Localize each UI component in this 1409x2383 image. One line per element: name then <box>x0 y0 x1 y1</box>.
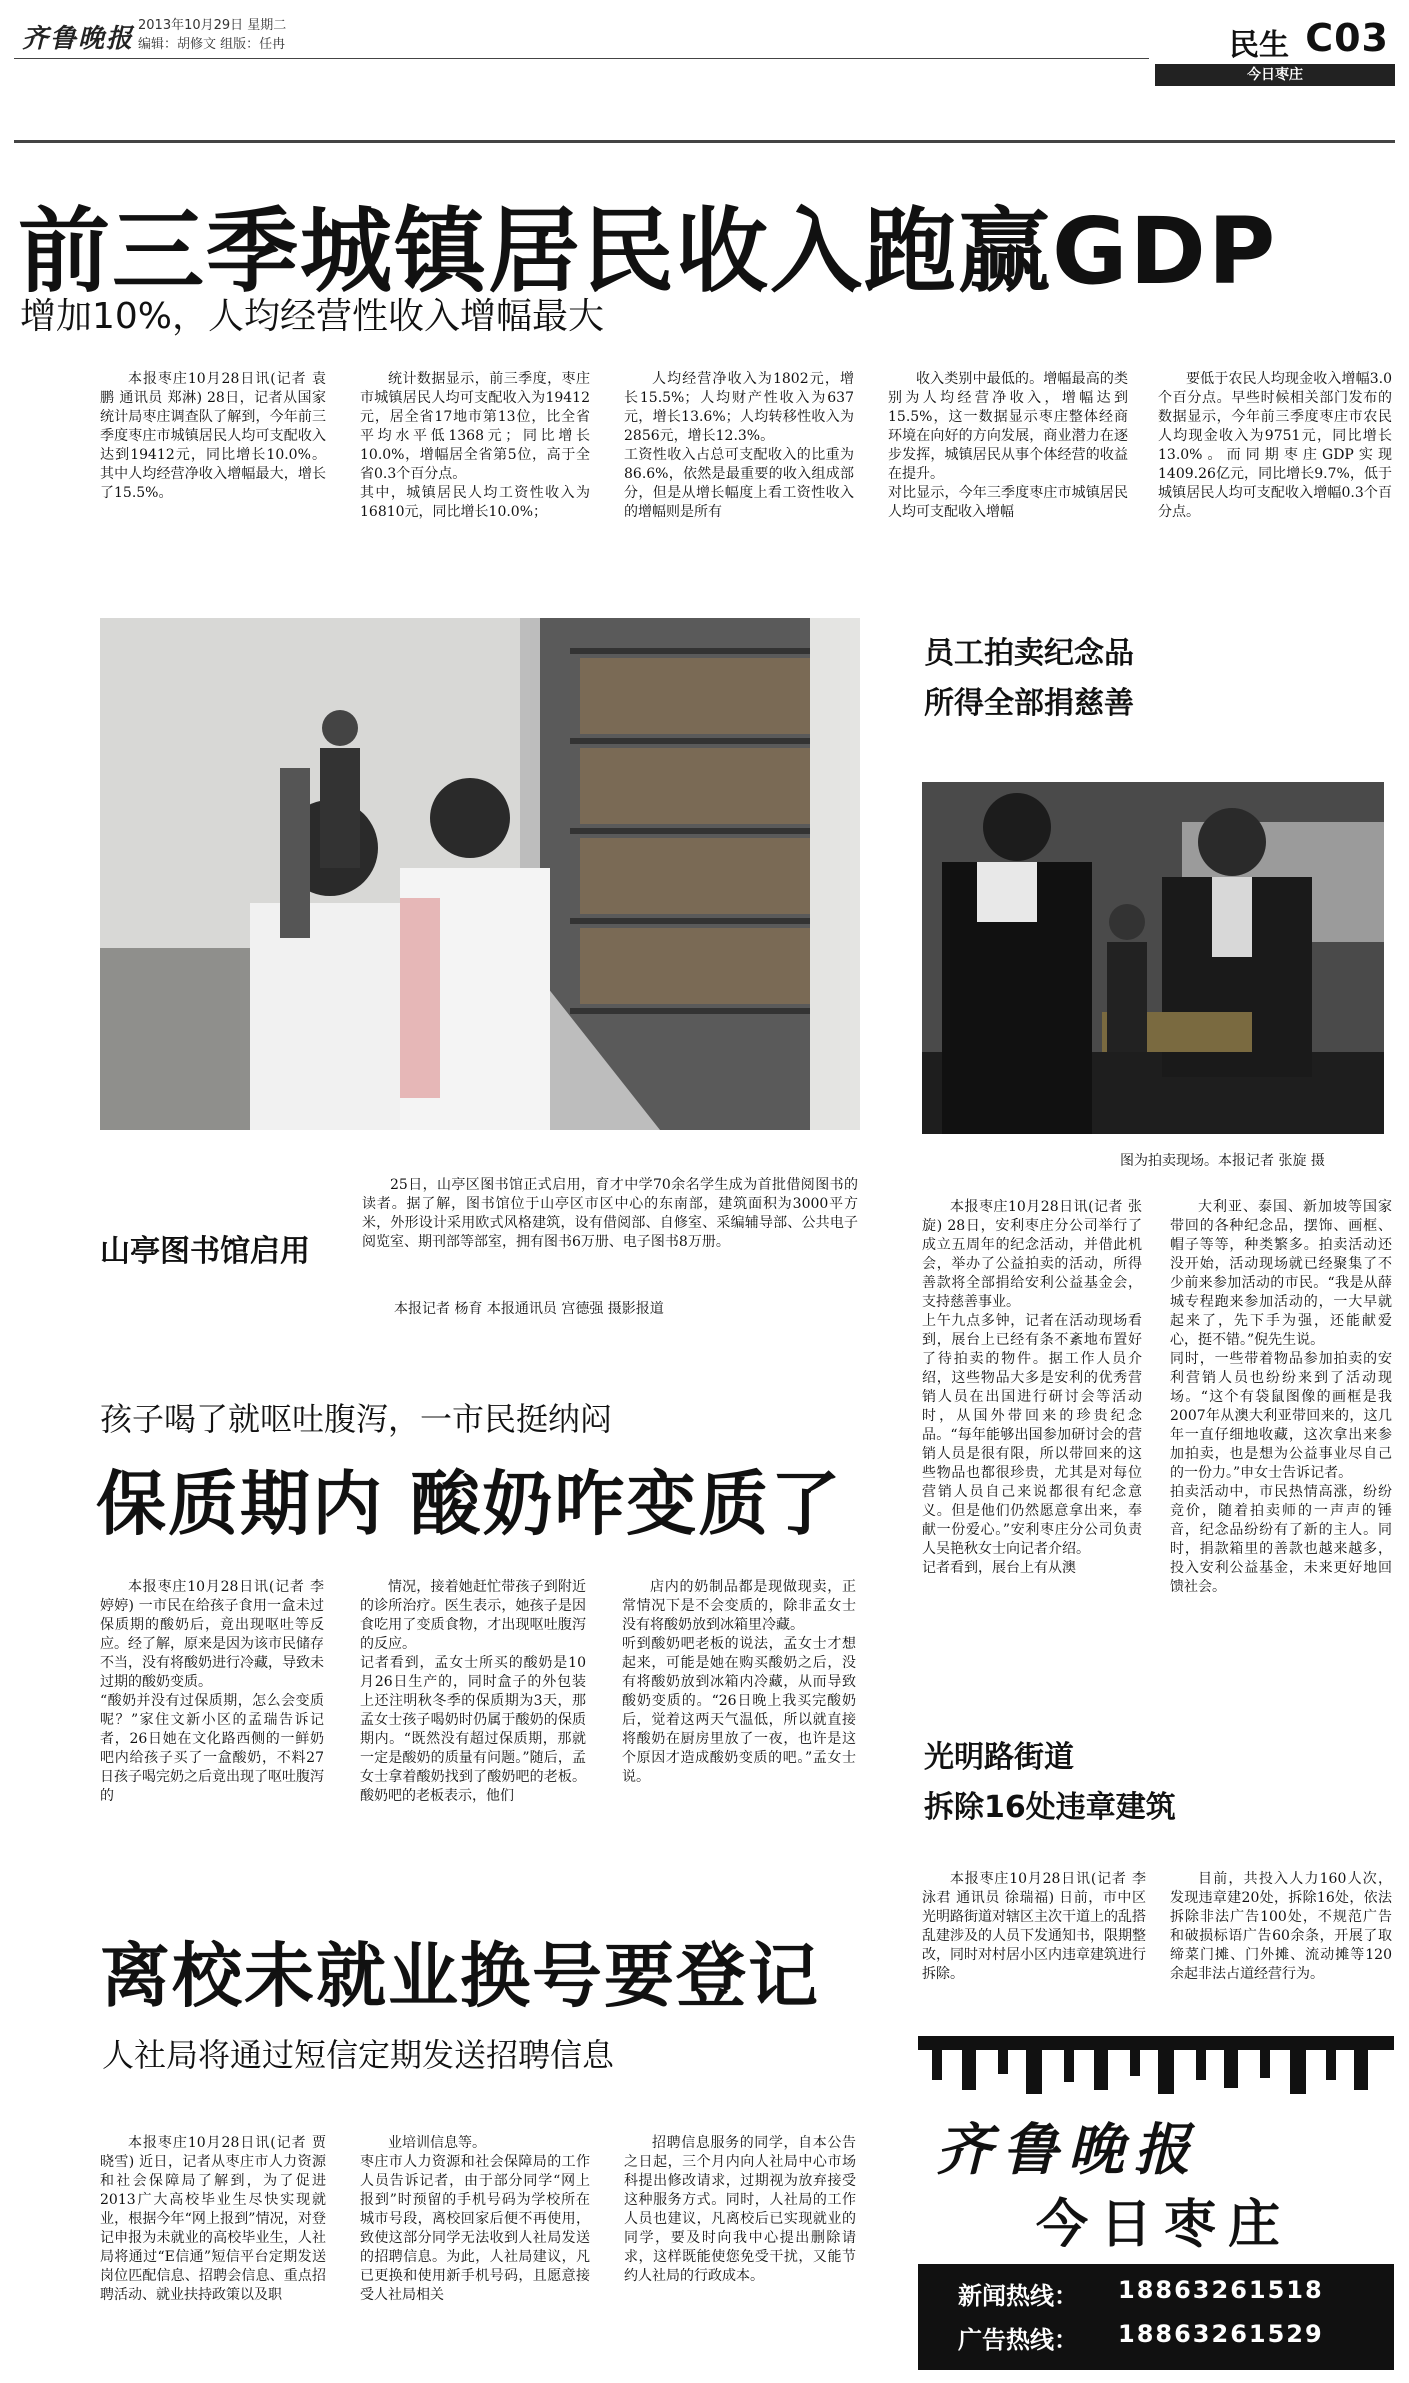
yogurt-headline: 保质期内 酸奶咋变质了 <box>96 1463 843 1545</box>
newspaper-logo: 齐鲁晚报 <box>22 24 135 54</box>
ad-hotline-number: 18863261529 <box>1118 2320 1324 2348</box>
graduates-subheadline: 人社局将通过短信定期发送招聘信息 <box>102 2036 615 2074</box>
auction-caption: 图为拍卖现场。本报记者 张旋 摄 <box>1120 1153 1325 1169</box>
auction-photo <box>922 782 1384 1134</box>
yogurt-kicker: 孩子喝了就呕吐腹泻，一市民挺纳闷 <box>100 1400 613 1438</box>
ad-hotline-band <box>918 2264 1394 2370</box>
graduates-column-3: 招聘信息服务的同学，自本公告之日起，三个月内向人社局中心市场科提出修改请求，过期视为放弃接受这种服务方式。同时，人社局的工作人员也建议，凡离校后已实现就业的同学，要及时向我中心提出删除请求，这样既能使您免受干扰，又能节约人社局的行政成本。 <box>624 2135 856 2284</box>
library-headline: 山亭图书馆启用 <box>100 1234 310 1269</box>
ad-hotline-label: 广告热线： <box>958 2326 1078 2354</box>
lead-column-2: 统计数据显示，前三季度，枣庄市城镇居民人均可支配收入为19412元，居全省17地市第13位，比全省平均水平低1368元；同比增长10.0%，增幅居全省第5位，高于全省0.3个百分点。 其中，城镇居民人均工资性收入为16810元，同比增长10.0%； <box>360 371 590 520</box>
top-rule <box>14 140 1395 143</box>
library-body: 25日，山亭区图书馆正式启用，育才中学70余名学生成为首批借阅图书的读者。据了解，图书馆位于山亭区市区中心的东南部，建筑面积为3000平方米，外形设计采用欧式风格建筑，设有借阅部、自修室、采编辅导部、公共电子阅览室、期刊部等部室，拥有图书6万册、电子图书8万册。 <box>362 1177 858 1250</box>
guangming-column-2: 目前，共投入人力160人次，发现违章建20处，拆除16处，依法拆除非法广告100处，不规范广告和破损标语广告60余条，开展了取缔菜门摊、门外摊、流动摊等120余起非法占道经营行为。 <box>1170 1871 1392 1982</box>
lead-column-5: 要低于农民人均现金收入增幅3.0个百分点。早些时候相关部门发布的数据显示，今年前三季度枣庄市农民人均现金收入为9751元，同比增长13.0%。而同期枣庄GDP实现1409.26亿元，同比增长9.7%，低于城镇居民人均可支配收入增幅0.3个百分点。 <box>1158 371 1392 520</box>
ad-region: 今日枣庄 <box>1036 2194 1293 2255</box>
ad-box <box>918 2036 1394 2370</box>
date-line: 2013年10月29日 星期二 <box>138 18 287 33</box>
guangming-column-1: 本报枣庄10月28日讯(记者 李泳君 通讯员 徐瑞福) 日前，市中区光明路街道对辖区主次干道上的乱搭乱建涉及的人员下发通知书，限期整改，同时对村居小区内违章建筑进行拆除。 <box>922 1871 1146 1982</box>
news-hotline-number: 18863261518 <box>1118 2276 1324 2304</box>
section-name: 民生 <box>1229 28 1289 63</box>
auction-headline-line-1: 员工拍卖纪念品 <box>924 636 1134 671</box>
lead-column-1: 本报枣庄10月28日讯(记者 袁鹏 通讯员 郑淋) 28日，记者从国家统计局枣庄调查队了解到，今年前三季度枣庄市城镇居民人均可支配收入达到19412元，同比增长10.0%。其中人均经营净收入增幅最大，增长了15.5%。 <box>100 371 326 501</box>
page-number: C03 <box>1305 16 1389 60</box>
lead-column-3: 人均经营净收入为1802元，增长15.5%；人均财产性收入为637元，增长13.6%；人均转移性收入为2856元，增长12.3%。 工资性收入占总可支配收入的比重为86.6%，依然是最重要的收入组成部分，但是从增长幅度上看工资性收入的增幅则是所有 <box>624 371 854 520</box>
auction-headline-line-2: 所得全部捐慈善 <box>924 686 1134 721</box>
auction-column-1: 本报枣庄10月28日讯(记者 张旋) 28日，安利枣庄分公司举行了成立五周年的纪念活动，并借此机会，举办了公益拍卖的活动，所得善款将全部捐给安利公益基金会，支持慈善事业。 上午九点多钟，记者在活动现场看到，展台上已经有条不紊地布置好了待拍卖的物件。据工作人员介绍，这些物品大多是安利的优秀营销人员在出国进行研讨会等活动时，从国外带回来的珍贵纪念品。“每年能够出国参加研讨会的营销人员是很有限，所以带回来的这些物品也都很珍贵，尤其是对每位营销人员自己来说都很有纪念意义。但是他们仍然愿意拿出来，奉献一份爱心。”安利枣庄分公司负责人吴艳秋女士向记者介绍。 记者看到，展台上有从澳 <box>922 1199 1142 1576</box>
ad-ink-drip-decoration <box>918 2036 1394 2096</box>
graduates-column-2: 业培训信息等。 枣庄市人力资源和社会保障局的工作人员告诉记者，由于部分同学“网上报到”时预留的手机号码为学校所在城市号段，离校回家后便不再使用，致使这部分同学无法收到人社局发送的招聘信息。为此，人社局建议，凡已更换和使用新手机号码，且愿意接受人社局相关 <box>360 2135 590 2303</box>
sub-section-band: 今日枣庄 <box>1155 64 1395 86</box>
guangming-headline-line-2: 拆除16处违章建筑 <box>924 1790 1176 1825</box>
graduates-column-1: 本报枣庄10月28日讯(记者 贾晓雪) 近日，记者从枣庄市人力资源和社会保障局了解到，为了促进2013广大高校毕业生尽快实现就业，根据今年“网上报到”情况，对登记申报为未就业的高校毕业生，人社局将通过“E信通”短信平台定期发送岗位匹配信息、招聘会信息、重点招聘活动、就业扶持政策以及职 <box>100 2135 326 2303</box>
yogurt-column-1: 本报枣庄10月28日讯(记者 李婷婷) 一市民在给孩子食用一盒未过保质期的酸奶后，竟出现呕吐等反应。经了解，原来是因为该市民储存不当，没有将酸奶进行冷藏，导致未过期的酸奶变质。 “酸奶并没有过保质期，怎么会变质呢？”家住文新小区的孟瑞告诉记者，26日她在文化路西侧的一鲜奶吧内给孩子买了一盒酸奶，不料27日孩子喝完奶之后竟出现了呕吐腹泻的 <box>100 1579 324 1804</box>
editor-line: 编辑：胡修文 组版：任冉 <box>138 37 286 52</box>
masthead-rule <box>14 58 1149 59</box>
lead-subheadline: 增加10%，人均经营性收入增幅最大 <box>20 296 605 337</box>
ad-logo: 齐鲁晚报 <box>936 2117 1200 2183</box>
yogurt-column-3: 店内的奶制品都是现做现卖，正常情况下是不会变质的，除非孟女士没有将酸奶放到冰箱里冷藏。 听到酸奶吧老板的说法，孟女士才想起来，可能是她在购买酸奶之后，没有将酸奶放到冰箱内冷藏，从而导致酸奶变质的。“26日晚上我买完酸奶后，觉着这两天气温低，所以就直接将酸奶在厨房里放了一夜，也许是这个原因才造成酸奶变质的吧。”孟女士说。 <box>622 1579 856 1785</box>
library-credit: 本报记者 杨育 本报通讯员 宫德强 摄影报道 <box>394 1301 664 1317</box>
auction-column-2: 大利亚、泰国、新加坡等国家带回的各种纪念品，摆饰、画框、帽子等等，种类繁多。拍卖活动还没开始，活动现场就已经聚集了不少前来参加活动的市民。“我是从薛城专程跑来参加活动的，一大早就起来了，先下手为强，还能献爱心，挺不错。”倪先生说。 同时，一些带着物品参加拍卖的安利营销人员也纷纷来到了活动现场。“这个有袋鼠图像的画框是我2007年从澳大利亚带回来的，这几年一直仔细地收藏，这次拿出来参加拍卖，也是想为公益事业尽自己的一份力。”申女士告诉记者。 拍卖活动中，市民热情高涨，纷纷竞价，随着拍卖师的一声声的锤音，纪念品纷纷有了新的主人。同时，捐款箱里的善款也越来越多，投入安利公益基金，未来更好地回馈社会。 <box>1170 1199 1392 1595</box>
lead-headline: 前三季城镇居民收入跑赢GDP <box>18 198 1278 305</box>
library-photo-illustration <box>100 618 860 1130</box>
lead-column-4: 收入类别中最低的。增幅最高的类别为人均经营净收入，增幅达到15.5%，这一数据显示枣庄整体经商环境在向好的方向发展，商业潜力在逐步发挥，城镇居民从事个体经营的收益在提升。 对比显示，今年三季度枣庄市城镇居民人均可支配收入增幅 <box>888 371 1128 520</box>
issue-meta <box>138 16 286 54</box>
graduates-headline: 离校未就业换号要登记 <box>100 1935 820 2017</box>
news-hotline-label: 新闻热线： <box>958 2282 1078 2310</box>
guangming-headline-line-1: 光明路街道 <box>924 1740 1074 1775</box>
library-photo <box>100 618 860 1130</box>
yogurt-column-2: 情况，接着她赶忙带孩子到附近的诊所治疗。医生表示，她孩子是因食吃用了变质食物，才出现呕吐腹泻的反应。 记者看到，孟女士所买的酸奶是10月26日生产的，同时盒子的外包装上还注明秋冬季的保质期为3天，那孟女士孩子喝奶时仍属于酸奶的保质期内。“既然没有超过保质期，那就一定是酸奶的质量有问题。”随后，孟女士拿着酸奶找到了酸奶吧的老板。酸奶吧的老板表示，他们 <box>360 1579 586 1804</box>
auction-photo-illustration <box>922 782 1384 1134</box>
